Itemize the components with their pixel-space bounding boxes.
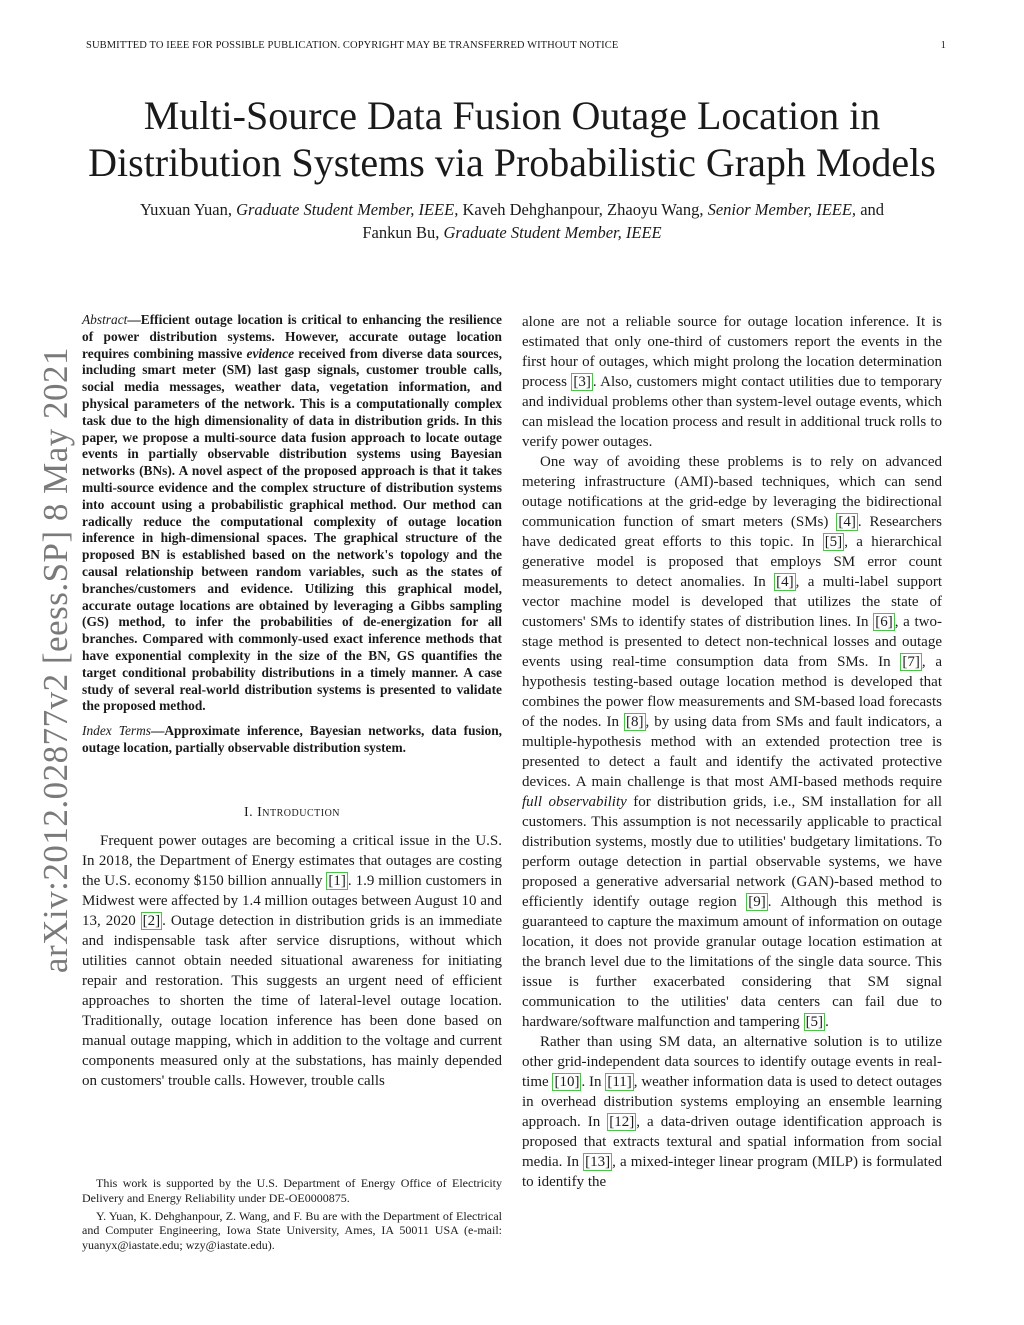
abstract-label: Abstract bbox=[82, 312, 128, 327]
intro-paragraph-1-cont bbox=[522, 312, 942, 452]
page-number: 1 bbox=[940, 40, 946, 51]
paper-title bbox=[40, 92, 984, 186]
running-header bbox=[86, 40, 946, 51]
running-head-text: SUBMITTED TO IEEE FOR POSSIBLE PUBLICATION. COPYRIGHT MAY BE TRANSFERRED WITHOUT NOTICE bbox=[86, 40, 619, 51]
intro-text: Rather than using SM data, an alternative solution is to utilize other grid-independent data sources to identify outage events in real-time bbox=[522, 1034, 942, 1090]
intro-text: , a hypothesis testing-based outage location method is developed that combines the power flow measurements and SM-based load forecasts of the nodes. In bbox=[522, 654, 942, 730]
author-4: Fankun Bu, bbox=[362, 223, 444, 242]
section-heading-introduction bbox=[82, 803, 502, 823]
intro-text: Frequent power outages are becoming a critical issue in the U.S. In 2018, the Department of Energy estimates that outages are costing the U.S. economy $150 billion annually bbox=[82, 832, 502, 889]
author-1-role: Graduate Student Member, IEEE, bbox=[236, 200, 459, 219]
citation-link[interactable]: [11] bbox=[607, 1074, 632, 1090]
citation-link[interactable]: [7] bbox=[902, 654, 920, 670]
citation-link[interactable]: [4] bbox=[776, 574, 794, 590]
author-3-role: Senior Member, IEEE, bbox=[707, 200, 857, 219]
intro-text: , weather information data is used to detect outages in overhead distribution systems employing an ensemble learning approach. In bbox=[522, 1074, 942, 1130]
abstract-text-1: —Efficient outage location is critical to enhancing the resilience of power distribution systems. However, accurate outage location requires combining massive bbox=[82, 312, 502, 361]
intro-text: , a hierarchical generative model is proposed that employs SM error count measurements to detect anomalies. In bbox=[522, 534, 942, 590]
citation-link[interactable]: [9] bbox=[748, 894, 766, 910]
intro-text: . Outage detection in distribution grids is an immediate and indispensable task after service disruptions, without which utilities cannot obtain needed situational awareness for initiating repair and restoration. This suggests an urgent need of efficient approaches to shorten the time of lateral-level outage location. Traditionally, outage location inference has been done based on manual outage mapping, which in addition to the voltage and current components measured only at the substations, has mainly depended on customers' trouble calls. However, trouble calls bbox=[82, 912, 503, 1089]
footnote-funding: This work is supported by the U.S. Department of Energy Office of Electricity Delivery and Energy Reliability under DE-OE0000875. bbox=[82, 1176, 502, 1205]
intro-text: , a two-stage method is presented to detect non-technical losses and outage events using real-time consumption data from SMs. In bbox=[522, 614, 942, 670]
citation-link[interactable]: [13] bbox=[585, 1154, 611, 1170]
intro-text: . Researchers have dedicated great efforts to this topic. In bbox=[522, 514, 942, 550]
index-terms bbox=[82, 723, 502, 757]
right-column bbox=[522, 312, 942, 1192]
intro-text: , by using data from SMs and fault indicators, a multiple-hypothesis method with an extended protection tree is presented to detect a fault and identify the activated protective devices. A main challenge is that most AMI-based methods require bbox=[522, 714, 943, 790]
intro-text: alone are not a reliable source for outage location inference. It is estimated that only one-third of customers report the events in the first hour of outages, which might prolong the location determination process bbox=[522, 314, 942, 390]
intro-text: , a multi-label support vector machine model is developed that utilizes the state of customers' SMs to identify states of distribution lines. In bbox=[522, 574, 942, 630]
citation-link[interactable]: [3] bbox=[573, 374, 591, 390]
citation-link[interactable]: [4] bbox=[838, 514, 856, 530]
citation-link[interactable]: [6] bbox=[875, 614, 893, 630]
intro-text: , a data-driven outage identification approach is proposed that extracts textural and spatial information from social media. In bbox=[522, 1114, 942, 1170]
left-column bbox=[82, 312, 502, 1091]
abstract bbox=[82, 312, 502, 715]
citation-link[interactable]: [2] bbox=[142, 912, 161, 929]
section-numeral: I. bbox=[243, 804, 258, 820]
citation-link[interactable]: [1] bbox=[328, 872, 346, 889]
section-name: Introduction bbox=[257, 804, 341, 820]
citation-link[interactable]: [12] bbox=[609, 1114, 635, 1130]
citation-link[interactable]: [5] bbox=[824, 534, 843, 550]
footnotes bbox=[82, 1176, 502, 1256]
author-and: and bbox=[856, 200, 885, 219]
full-observability-term: full observability bbox=[522, 794, 627, 810]
intro-text: One way of avoiding these problems is to rely on advanced metering infrastructure (AMI)-based techniques, which can send outage notifications at the grid-edge by leveraging the bidirectional communication function of smart meters (SMs) bbox=[522, 454, 942, 530]
author-line-1 bbox=[70, 198, 954, 221]
intro-text: . 1.9 million customers in Midwest were affected by 1.4 million outages between August 10 and 13, 2020 bbox=[82, 872, 502, 929]
intro-text: . Also, customers might contact utilities due to temporary and individual problems other than system-level outage events, which can mislead the location process and result in additional truck rolls to verify power outages. bbox=[522, 374, 942, 450]
intro-text: . bbox=[825, 1014, 829, 1030]
author-list bbox=[70, 198, 954, 244]
citation-link[interactable]: [10] bbox=[554, 1074, 580, 1090]
intro-text: . In bbox=[581, 1074, 606, 1090]
title-line-2: Distribution Systems via Probabilistic Graph Models bbox=[88, 140, 936, 185]
author-2-3: Kaveh Dehghanpour, Zhaoyu Wang, bbox=[458, 200, 708, 219]
index-terms-label: Index Terms bbox=[82, 723, 151, 739]
intro-paragraph-3 bbox=[522, 1032, 942, 1192]
abstract-text-2: received from diverse data sources, including smart meter (SM) last gasp signals, customer trouble calls, social media messages, weather data, vegetation information, and physical parameters of the network. This is a computationally complex task due to the high dimensionality of data in distribution grids. In this paper, we propose a multi-source data fusion approach to locate outage events in partially observable distribution systems using Bayesian networks (BNs). A novel aspect of the proposed approach is that it takes multi-source evidence and the complex structure of distribution systems into account using a probabilistic graphical method. Our method can radically reduce the computational complexity of outage location inference in high-dimensional spaces. The graphical structure of the proposed BN is established based on the network's topology and the causal relationship between random variables, such as the states of branches/customers and evidence. Utilizing this graphical model, accurate outage locations are obtained by leveraging a Gibbs sampling (GS) method, to infer the probabilities of de-energization for all branches. Compared with commonly-used exact inference methods that have exponential complexity in the size of the BN, GS quantifies the target conditional probability distributions in a timely manner. A case study of several real-world distribution systems is presented to validate the proposed method. bbox=[82, 345, 502, 714]
intro-paragraph-1 bbox=[82, 831, 502, 1091]
citation-link[interactable]: [5] bbox=[805, 1014, 824, 1030]
intro-paragraph-2 bbox=[522, 452, 942, 1032]
author-line-2 bbox=[70, 221, 954, 244]
intro-text: for distribution grids, i.e., SM installation for all customers. This assumption is not necessarily applicable to practical distribution systems, mostly due to utilities' budgetary limitations. To perform outage detection in partial observable systems, we have proposed a generative adversarial network (GAN)-based method to efficiently identify outage region bbox=[522, 794, 942, 910]
intro-text: . Although this method is guaranteed to capture the maximum amount of information on outage location, it does not provide granular outage location estimation at the branch level due to the limitations of the single data source. This issue is further exacerbated considering that SM signal communication to the utilities' data centers can fail due to hardware/software malfunction and tampering bbox=[522, 894, 942, 1030]
author-1: Yuxuan Yuan, bbox=[139, 200, 237, 219]
arxiv-watermark: arXiv:2012.02877v2 [eess.SP] 8 May 2021 bbox=[36, 346, 75, 974]
title-line-1: Multi-Source Data Fusion Outage Location in bbox=[143, 93, 881, 138]
citation-link[interactable]: [8] bbox=[626, 714, 644, 730]
footnote-affiliation: Y. Yuan, K. Dehghanpour, Z. Wang, and F. Bu are with the Department of Electrical and Computer Engineering, Iowa State University, Ames, IA 50011 USA (e-mail: yuanyx@iastate.edu; wzy@iastate.edu). bbox=[82, 1208, 502, 1253]
abstract-evidence-term: evidence bbox=[246, 345, 295, 361]
author-4-role: Graduate Student Member, IEEE bbox=[443, 223, 662, 242]
index-terms-text: —Approximate inference, Bayesian networks, data fusion, outage location, partially observable distribution system. bbox=[82, 723, 502, 755]
intro-text: , a mixed-integer linear program (MILP) is formulated to identify the bbox=[522, 1154, 942, 1190]
